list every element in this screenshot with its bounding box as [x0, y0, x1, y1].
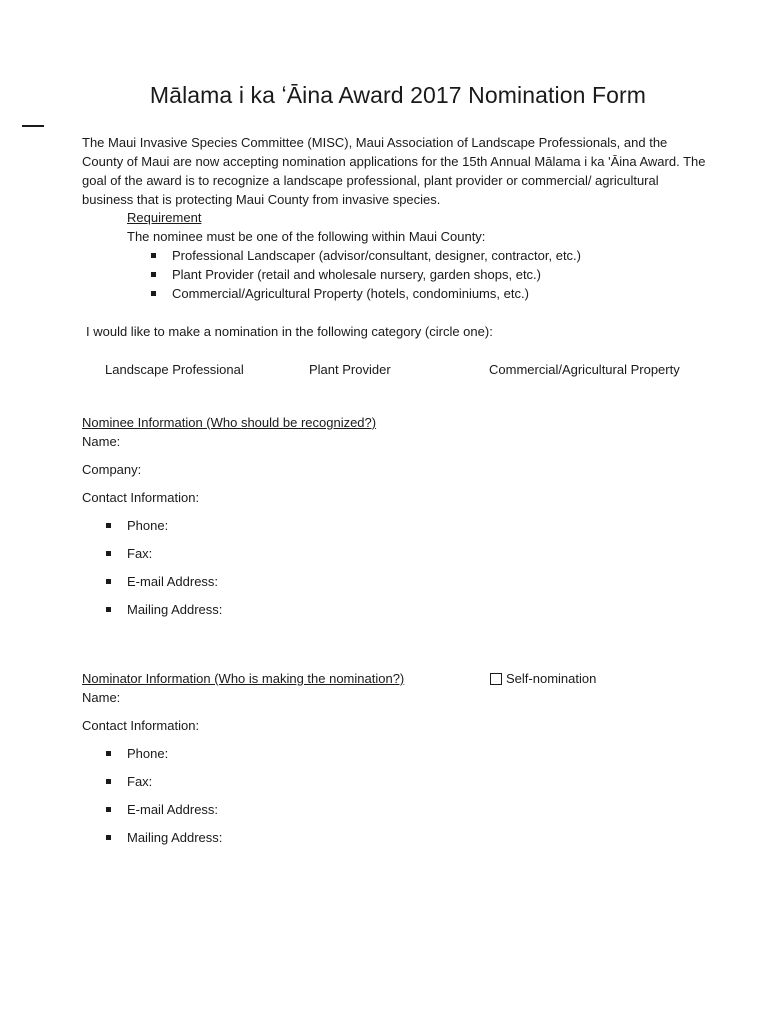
nominee-company-field[interactable]: Company:: [82, 462, 142, 477]
self-nomination-checkbox[interactable]: [490, 673, 502, 685]
requirement-text: The nominee must be one of the following within Maui County:: [127, 229, 486, 244]
intro-paragraph: The Maui Invasive Species Committee (MISC), Maui Association of Landscape Professionals, and the County of Maui are now accepting nomination applications for the 15th Annual Mālama i ka 'Āina Award. The goal of the award is to recognize a landscape professional, plant provider or commercial/ agricultural business that is protecting Maui County from invasive species.: [82, 135, 706, 207]
margin-mark: [22, 125, 44, 127]
nominee-contact-list: [82, 516, 376, 619]
nominator-phone-field[interactable]: [82, 744, 404, 763]
nominee-contact-label: Contact Information:: [82, 490, 200, 505]
square-bullet-icon: [106, 807, 111, 812]
nominee-name-field[interactable]: Name:: [82, 434, 121, 449]
nominator-section: [82, 669, 404, 847]
square-bullet-icon: [151, 253, 156, 258]
contact-item-label: Fax:: [127, 546, 153, 561]
nominee-heading: Nominee Information (Who should be recognized?): [82, 415, 377, 430]
requirement-block: [127, 208, 581, 303]
nominee-phone-field[interactable]: [82, 516, 376, 535]
contact-item-label: Phone:: [127, 518, 169, 533]
contact-item-label: E-mail Address:: [127, 574, 219, 589]
square-bullet-icon: [151, 291, 156, 296]
square-bullet-icon: [106, 551, 111, 556]
requirement-item: [147, 246, 581, 265]
contact-item-label: Mailing Address:: [127, 602, 223, 617]
nominator-contact-list: [82, 744, 404, 847]
requirement-item: [147, 284, 581, 303]
requirement-item-label: Plant Provider (retail and wholesale nursery, garden shops, etc.): [172, 267, 542, 282]
square-bullet-icon: [106, 779, 111, 784]
requirement-heading: Requirement: [127, 210, 202, 225]
nominee-section: [82, 413, 376, 619]
nominator-fax-field[interactable]: [82, 772, 404, 791]
contact-item-label: Fax:: [127, 774, 153, 789]
square-bullet-icon: [106, 579, 111, 584]
square-bullet-icon: [106, 607, 111, 612]
contact-item-label: Phone:: [127, 746, 169, 761]
category-plant-provider[interactable]: Plant Provider: [309, 362, 391, 377]
nominee-mailing-address-field[interactable]: [82, 600, 376, 619]
category-commercial-agricultural[interactable]: Commercial/Agricultural Property: [489, 362, 680, 377]
requirement-list: [127, 246, 581, 303]
square-bullet-icon: [151, 272, 156, 277]
nominee-email-field[interactable]: [82, 572, 376, 591]
nominator-heading: Nominator Information (Who is making the nomination?): [82, 671, 405, 686]
nominee-fax-field[interactable]: [82, 544, 376, 563]
requirement-item-label: Commercial/Agricultural Property (hotels, condominiums, etc.): [172, 286, 529, 301]
requirement-item-label: Professional Landscaper (advisor/consultant, designer, contractor, etc.): [172, 248, 581, 263]
nominator-contact-label: Contact Information:: [82, 718, 200, 733]
category-prompt: I would like to make a nomination in the following category (circle one):: [86, 324, 493, 339]
self-nomination-option[interactable]: [490, 669, 596, 688]
square-bullet-icon: [106, 523, 111, 528]
category-landscape-professional[interactable]: Landscape Professional: [105, 362, 244, 377]
requirement-item: [147, 265, 581, 284]
square-bullet-icon: [106, 835, 111, 840]
nominator-name-field[interactable]: Name:: [82, 690, 121, 705]
contact-item-label: Mailing Address:: [127, 830, 223, 845]
square-bullet-icon: [106, 751, 111, 756]
nominator-email-field[interactable]: [82, 800, 404, 819]
nominator-mailing-address-field[interactable]: [82, 828, 404, 847]
self-nomination-label: Self-nomination: [506, 671, 597, 686]
contact-item-label: E-mail Address:: [127, 802, 219, 817]
page-title: Mālama i ka ʻĀina Award 2017 Nomination Form: [149, 82, 647, 108]
